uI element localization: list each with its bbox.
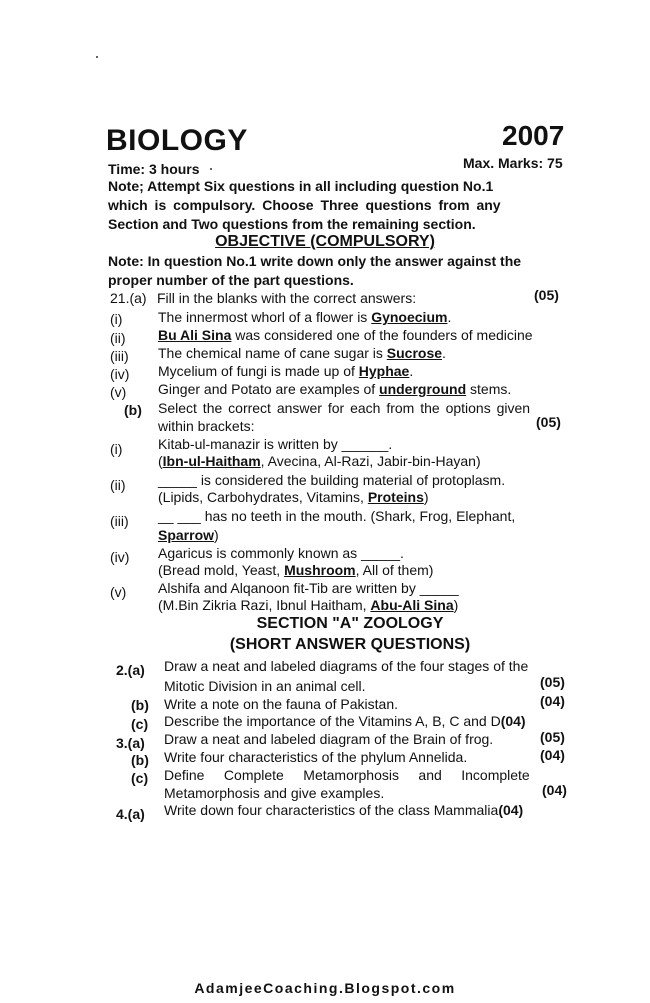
question-number: (b) [131, 697, 149, 713]
question-text: Define Complete Metamorphosis and Incomplete [164, 767, 530, 783]
section-a-subheading: (SHORT ANSWER QUESTIONS) [229, 636, 471, 653]
option-answer: Sparrow [158, 527, 215, 543]
mcq-options [158, 489, 429, 505]
question-text-body: Write down four characteristics of the class Mammalia [164, 802, 499, 818]
option-answer: Mushroom [284, 562, 356, 578]
question-marks: (05) [534, 287, 559, 303]
option-text: ) [423, 489, 429, 505]
instruction-line: Note; Attempt Six questions in all including question No.1 [108, 178, 494, 194]
item-text: . [442, 345, 446, 361]
question-marks: (05) [540, 729, 565, 745]
question-marks: (04) [500, 713, 526, 729]
mcq-question: __ ___ has no teeth in the mouth. (Shark, Frog, Elephant, [158, 508, 516, 524]
option-answer: Proteins [367, 489, 424, 505]
objective-note-line: Note: In question No.1 write down only the answer against the [108, 253, 522, 269]
item-number: (iii) [110, 513, 129, 529]
mcq-options [158, 527, 219, 543]
mcq-question: _____ is considered the building material of protoplasm. [158, 472, 506, 488]
question-text-body: Describe the importance of the Vitamins A, B, C and D [164, 713, 501, 729]
option-text: , All of them) [355, 562, 434, 578]
option-text: ) [453, 597, 459, 613]
question-number: (b) [124, 402, 142, 418]
fill-blank-item [158, 309, 451, 325]
question-text: Fill in the blanks with the correct answers: [157, 290, 417, 306]
mcq-question: Agaricus is commonly known as _____. [158, 545, 404, 561]
question-text: Write a note on the fauna of Pakistan. [164, 696, 399, 712]
fill-blank-item [158, 345, 446, 361]
subject-title: BIOLOGY [106, 124, 248, 157]
time-allowed: Time: 3 hours [108, 161, 200, 177]
question-number: (b) [131, 752, 149, 768]
question-text: Draw a neat and labeled diagram of the Brain of frog. [164, 731, 494, 747]
instruction-line: which is compulsory. Choose Three questions from any [108, 197, 501, 213]
option-text: ) [214, 527, 219, 543]
question-number: (c) [131, 716, 149, 732]
item-number: (ii) [110, 477, 126, 493]
item-number: (ii) [110, 330, 126, 346]
item-number: (v) [110, 584, 127, 600]
mcq-options [158, 562, 433, 578]
footer-url: AdamjeeCoaching.Blogspot.com [194, 980, 456, 996]
question-marks: (04) [540, 747, 565, 763]
question-marks: (04) [542, 782, 567, 798]
item-answer: underground [379, 381, 467, 397]
section-a-heading: SECTION "A" ZOOLOGY [256, 615, 444, 632]
fill-blank-item [158, 327, 533, 343]
item-number: (iii) [110, 348, 129, 364]
option-text: (M.Bin Zikria Razi, Ibnul Haitham, [158, 597, 371, 613]
option-text: , Avecina, Al-Razi, Jabir-bin-Hayan) [260, 453, 481, 469]
question-marks: (04) [498, 802, 524, 818]
objective-note-line: proper number of the part questions. [108, 272, 354, 288]
option-answer: Ibn-ul-Haitham [162, 453, 261, 469]
item-number: (iv) [110, 549, 130, 565]
item-number: (v) [110, 384, 127, 400]
item-answer: Hyphae [358, 363, 410, 379]
item-text: . [409, 363, 414, 379]
item-text: The innermost whorl of a flower is [158, 309, 372, 325]
mcq-question: Alshifa and Alqanoon fit-Tib are written by _____ [158, 580, 459, 596]
item-text: Mycelium of fungi is made up of [158, 363, 359, 379]
question-marks: (05) [536, 414, 561, 430]
question-marks: (04) [540, 693, 565, 709]
option-answer: Abu-Ali Sina [370, 597, 454, 613]
question-number: 21.(a) [110, 290, 147, 306]
objective-heading: OBJECTIVE (COMPULSORY) [215, 233, 435, 250]
option-text: ( [158, 453, 163, 469]
option-text: (Bread mold, Yeast, [158, 562, 285, 578]
item-text: stems. [466, 381, 512, 397]
item-answer: Sucrose [386, 345, 443, 361]
item-number: (i) [110, 441, 123, 457]
question-text: Metamorphosis and give examples. [164, 785, 385, 801]
item-number: (iv) [110, 366, 130, 382]
question-number: (c) [131, 770, 149, 786]
item-number: (i) [110, 311, 123, 327]
max-marks: Max. Marks: 75 [463, 155, 563, 171]
fill-blank-item [158, 363, 413, 379]
question-number: 3.(a) [116, 735, 145, 751]
option-text: (Lipids, Carbohydrates, Vitamins, [158, 489, 368, 505]
question-text: Draw a neat and labeled diagrams of the four stages of the [164, 658, 529, 674]
question-text: within brackets: [158, 418, 255, 434]
fill-blank-item [158, 381, 511, 397]
exam-year: 2007 [502, 120, 565, 151]
question-text [164, 802, 523, 818]
scan-speck [96, 56, 98, 58]
question-text: Write four characteristics of the phylum Annelida. [164, 749, 468, 765]
scan-speck [210, 168, 212, 170]
question-marks: (05) [540, 674, 565, 690]
item-text: The chemical name of cane sugar is [158, 345, 387, 361]
mcq-question: Kitab-ul-manazir is written by ______. [158, 436, 393, 452]
question-number: 4.(a) [116, 806, 145, 822]
question-number: 2.(a) [116, 662, 145, 678]
item-answer: Gynoecium [371, 309, 448, 325]
question-text: Mitotic Division in an animal cell. [164, 678, 366, 694]
question-text [164, 713, 526, 729]
instruction-line: Section and Two questions from the remaining section. [108, 216, 476, 232]
mcq-options [158, 453, 481, 469]
question-text: Select the correct answer for each from the options given [158, 400, 531, 416]
item-answer: Bu Ali Sina [158, 327, 232, 343]
item-text: was considered one of the founders of medicine [231, 327, 533, 343]
item-text: . [447, 309, 452, 325]
item-text: Ginger and Potato are examples of [158, 381, 380, 397]
mcq-options [158, 597, 458, 613]
